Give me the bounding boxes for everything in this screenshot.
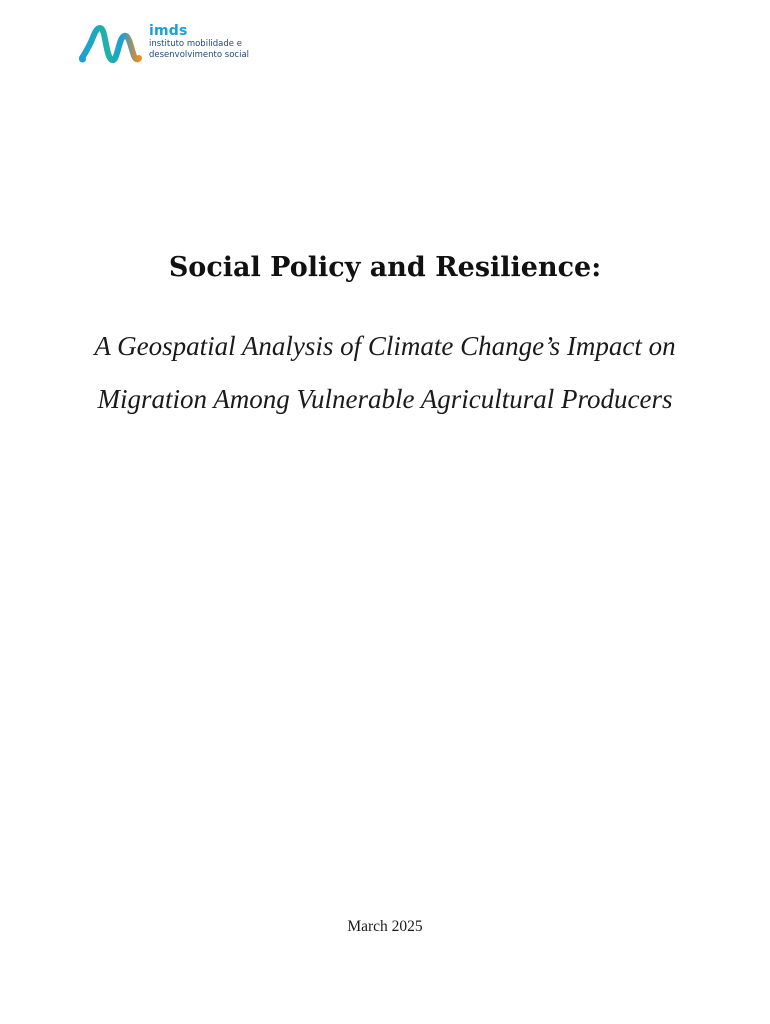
imds-wave-logo-icon (78, 22, 142, 66)
document-subtitle: A Geospatial Analysis of Climate Change’s Impact on Migration Among Vulnerable Agricultural Producers (94, 331, 676, 414)
logo-tagline-line1: instituto mobilidade e (149, 39, 242, 49)
logo-wordmark (149, 24, 249, 61)
logo-name: imds (149, 23, 188, 39)
document-title: Social Policy and Resilience: (168, 252, 602, 283)
document-date: March 2025 (347, 918, 423, 935)
imds-logo (78, 22, 249, 68)
logo-tagline-line2: desenvolvimento social (149, 50, 250, 60)
